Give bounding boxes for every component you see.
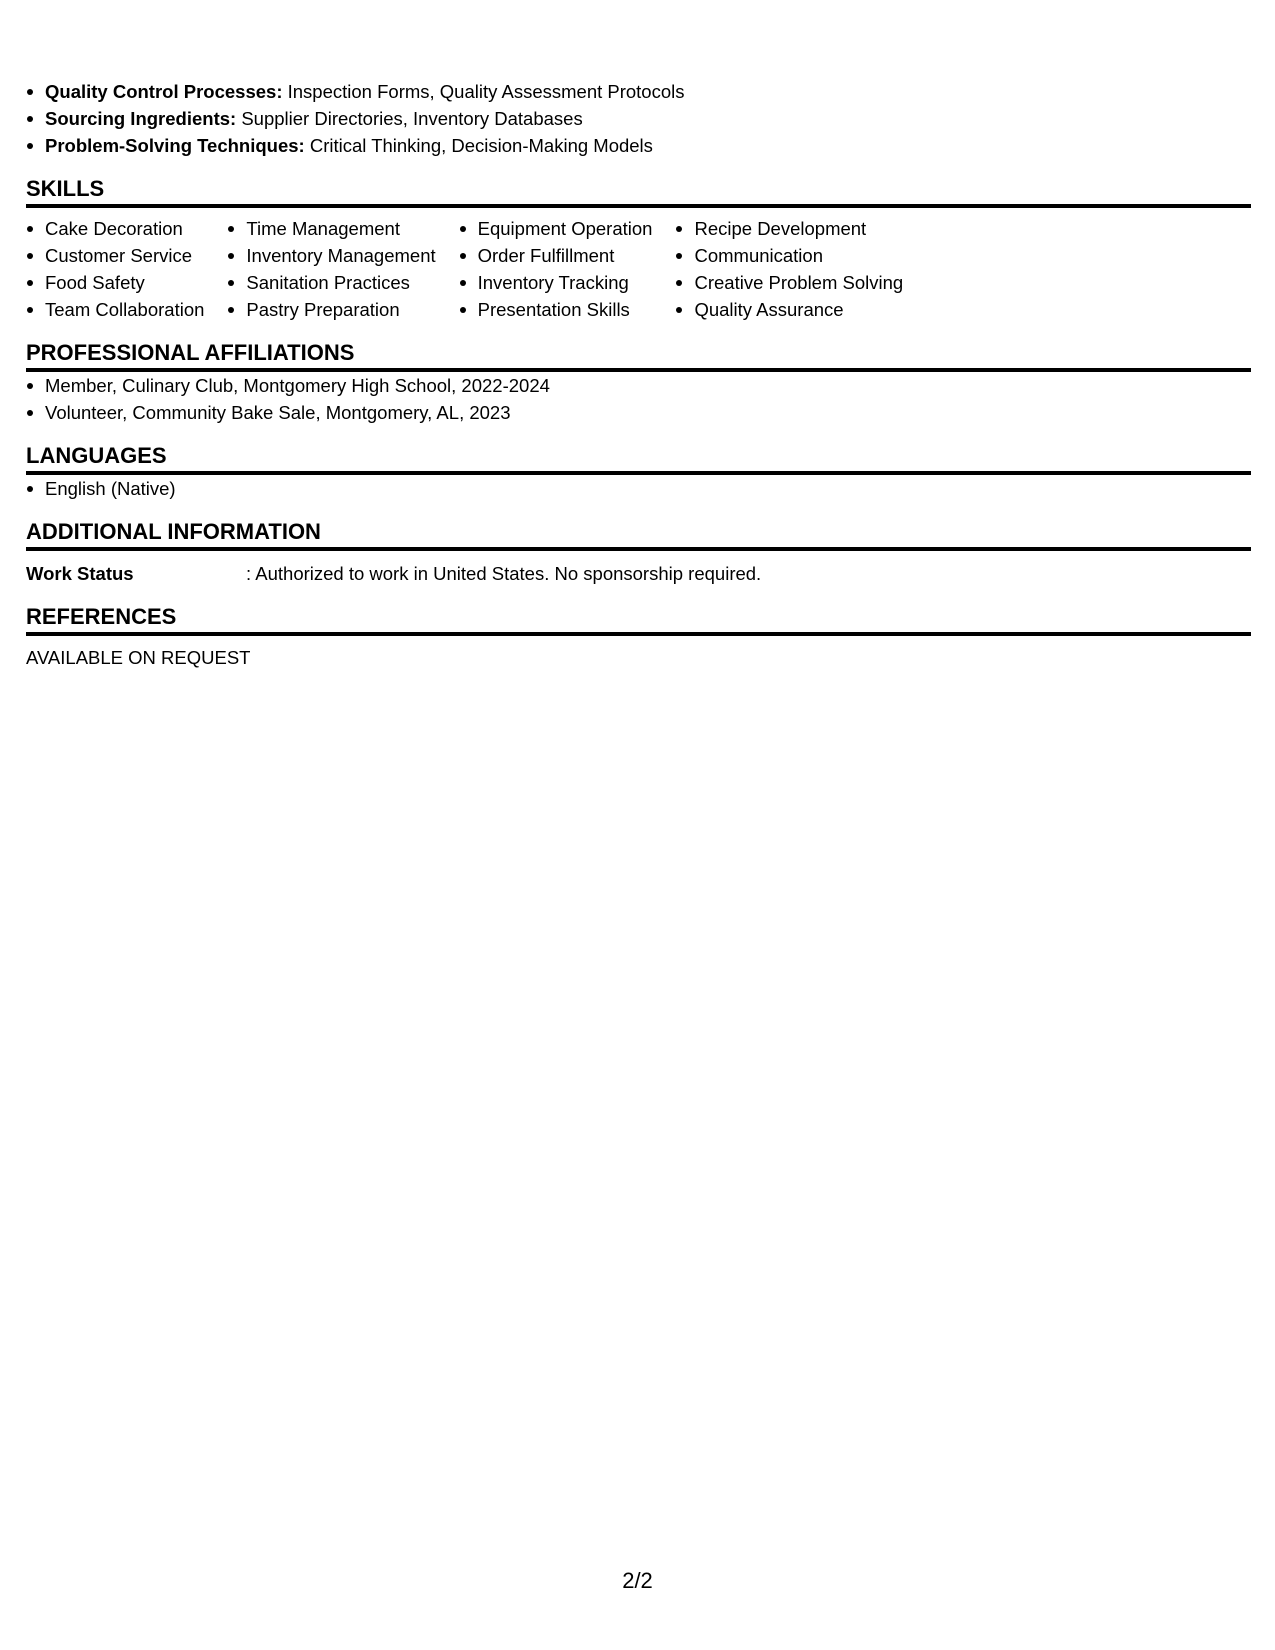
- item-label: Sourcing Ingredients:: [45, 108, 237, 129]
- skill-item: Customer Service: [26, 242, 204, 269]
- skill-item: Inventory Management: [227, 242, 435, 269]
- list-item: Member, Culinary Club, Montgomery High School, 2022-2024: [26, 372, 1251, 399]
- skills-column: [227, 215, 435, 323]
- resources-list: [26, 78, 1251, 159]
- list-item: English (Native): [26, 475, 1251, 502]
- skill-item: Presentation Skills: [459, 296, 653, 323]
- skill-item: Food Safety: [26, 269, 204, 296]
- list-item: Volunteer, Community Bake Sale, Montgomery, AL, 2023: [26, 399, 1251, 426]
- affiliations-list: [26, 372, 1251, 426]
- work-status-value: : Authorized to work in United States. No sponsorship required.: [246, 563, 762, 584]
- additional-info-heading: ADDITIONAL INFORMATION: [26, 519, 1251, 551]
- languages-list: [26, 475, 1251, 502]
- references-heading: REFERENCES: [26, 604, 1251, 636]
- skill-item: Communication: [675, 242, 903, 269]
- skill-item: Pastry Preparation: [227, 296, 435, 323]
- list-item: [26, 78, 1251, 105]
- skill-item: Order Fulfillment: [459, 242, 653, 269]
- languages-heading: LANGUAGES: [26, 443, 1251, 475]
- item-label: Problem-Solving Techniques:: [45, 135, 305, 156]
- skills-heading: SKILLS: [26, 176, 1251, 208]
- skill-item: Team Collaboration: [26, 296, 204, 323]
- list-item: [26, 105, 1251, 132]
- skill-item: Creative Problem Solving: [675, 269, 903, 296]
- list-item: [26, 132, 1251, 159]
- skill-item: Time Management: [227, 215, 435, 242]
- item-text: Supplier Directories, Inventory Databases: [236, 108, 583, 129]
- item-text: Critical Thinking, Decision-Making Models: [304, 135, 653, 156]
- skill-item: Recipe Development: [675, 215, 903, 242]
- skills-column: [459, 215, 653, 323]
- resume-page: [26, 78, 1251, 671]
- skills-grid: [26, 215, 1251, 323]
- skill-item: Cake Decoration: [26, 215, 204, 242]
- skills-column: [26, 215, 204, 323]
- skill-item: Quality Assurance: [675, 296, 903, 323]
- skills-column: [675, 215, 903, 323]
- skill-item: Sanitation Practices: [227, 269, 435, 296]
- item-text: Inspection Forms, Quality Assessment Protocols: [282, 81, 685, 102]
- item-label: Quality Control Processes:: [45, 81, 283, 102]
- skill-item: Equipment Operation: [459, 215, 653, 242]
- skill-item: Inventory Tracking: [459, 269, 653, 296]
- work-status-label: Work Status: [26, 563, 134, 584]
- references-text: AVAILABLE ON REQUEST: [26, 647, 251, 668]
- work-status-row: [26, 560, 1251, 587]
- page-number: 2/2: [622, 1568, 653, 1593]
- affiliations-heading: PROFESSIONAL AFFILIATIONS: [26, 340, 1251, 372]
